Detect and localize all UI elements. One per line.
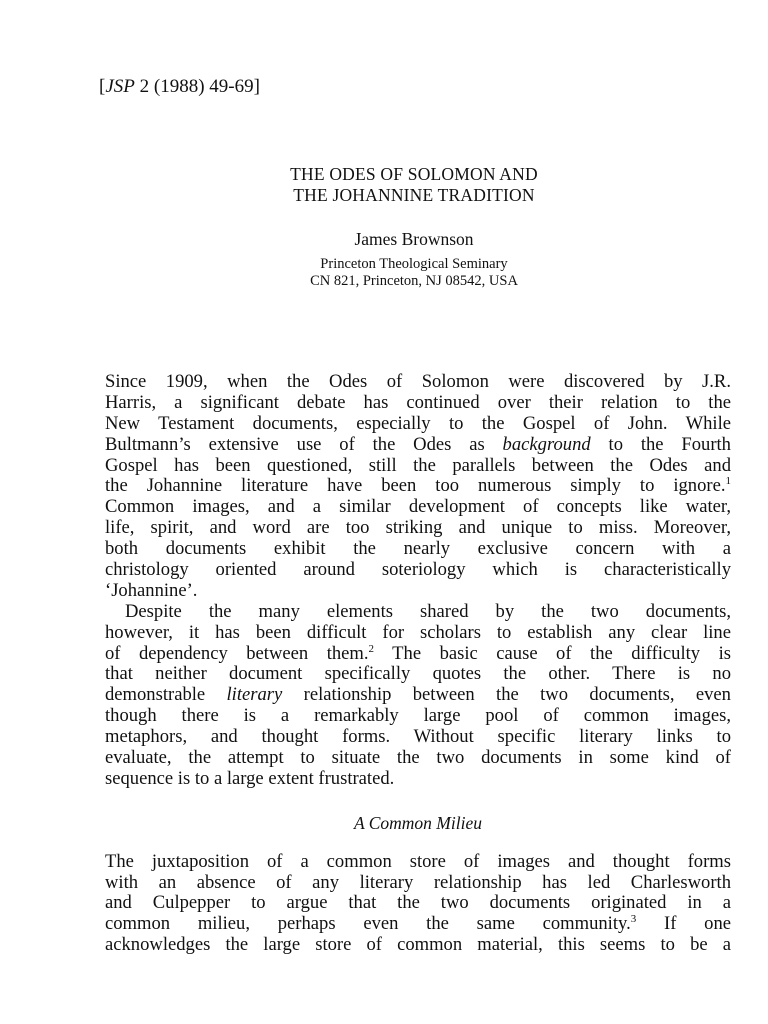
- text-line: [105, 435, 731, 456]
- text-line: [105, 644, 731, 665]
- citation-details: 2 (1988) 49-69]: [134, 76, 260, 97]
- journal-citation: [99, 76, 260, 98]
- footnote-marker: 3: [630, 913, 637, 926]
- paragraph: [105, 852, 731, 956]
- affiliation-institution: Princeton Theological Seminary: [320, 256, 508, 272]
- author-name: James Brownson: [354, 229, 474, 249]
- text-line: New Testament documents, especially to the Gospel of John. While: [105, 412, 731, 434]
- title-line: THE ODES OF SOLOMON AND: [290, 164, 538, 184]
- text-line: both documents exhibit the nearly exclusive concern with a: [105, 538, 731, 560]
- text-line: that neither document specifically quotes the other. There is no: [105, 663, 731, 685]
- text-line: christology oriented around soteriology which is characteristically: [105, 559, 731, 581]
- footnote-marker: 2: [368, 642, 375, 655]
- text-run: the Johannine literature have been too numerous simply to ignore.: [105, 475, 726, 497]
- author-affiliation: [0, 256, 768, 290]
- text-line: however, it has been difficult for scholars to establish any clear line: [105, 621, 731, 643]
- text-line: Despite the many elements shared by the two documents,: [125, 600, 731, 622]
- text-line: sequence is to a large extent frustrated.: [105, 767, 395, 789]
- text-line: with an absence of any literary relationship has led Charlesworth: [105, 871, 731, 893]
- text-run: common milieu, perhaps even the same community.: [105, 913, 631, 935]
- text-line: [105, 476, 731, 497]
- text-line: though there is a remarkably large pool of common images,: [105, 705, 731, 727]
- text-line: life, spirit, and word are too striking and unique to miss. Moreover,: [105, 517, 731, 539]
- text-run: Bultmann’s extensive use of the Odes as: [105, 433, 503, 455]
- text-line: and Culpepper to argue that the two documents originated in a: [105, 892, 731, 914]
- text-run: If one: [636, 913, 731, 935]
- section-heading: A Common Milieu: [353, 812, 482, 833]
- footnote-marker: 1: [725, 475, 731, 488]
- text-line: acknowledges the large store of common material, this seems to be a: [105, 934, 731, 956]
- text-run: of dependency between them.: [105, 642, 369, 664]
- affiliation-address: CN 821, Princeton, NJ 08542, USA: [310, 273, 518, 289]
- text-line: The juxtaposition of a common store of images and thought forms: [105, 850, 731, 872]
- text-line: [105, 685, 731, 706]
- emphasis-text: background: [502, 433, 591, 455]
- text-line: ‘Johannine’.: [105, 579, 198, 601]
- article-title: [0, 164, 768, 206]
- paragraph: [105, 602, 731, 790]
- text-run: relationship between the two documents, even: [282, 684, 731, 706]
- text-run: The basic cause of the difficulty is: [374, 642, 731, 664]
- text-line: [105, 914, 731, 935]
- article-body: [105, 372, 731, 956]
- text-line: metaphors, and thought forms. Without specific literary links to: [105, 726, 731, 748]
- title-line: THE JOHANNINE TRADITION: [293, 185, 535, 205]
- text-line: Common images, and a similar development of concepts like water,: [105, 496, 731, 518]
- text-line: Since 1909, when the Odes of Solomon were discovered by J.R.: [105, 371, 731, 392]
- text-run: to the Fourth: [590, 433, 731, 455]
- emphasis-text: literary: [226, 684, 283, 706]
- text-line: Gospel has been questioned, still the parallels between the Odes and: [105, 454, 731, 476]
- text-run: demonstrable: [105, 684, 227, 706]
- text-line: evaluate, the attempt to situate the two documents in some kind of: [105, 747, 731, 769]
- paragraph: [105, 372, 731, 602]
- citation-bracket: [: [99, 76, 106, 97]
- journal-abbreviation: JSP: [105, 76, 135, 97]
- text-line: Harris, a significant debate has continued over their relation to the: [105, 391, 731, 413]
